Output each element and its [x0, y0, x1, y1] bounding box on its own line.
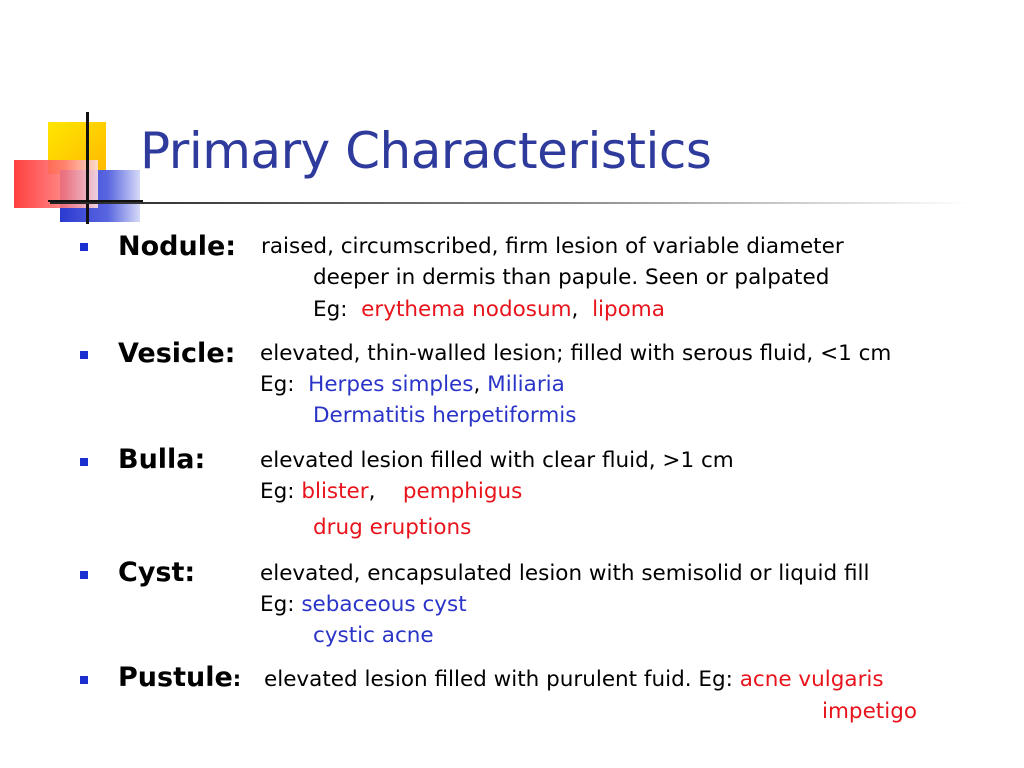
- example-erythema-nodosum: erythema nodosum: [361, 297, 572, 322]
- term-label: Bulla:: [118, 444, 206, 475]
- example-drug-eruptions: drug eruptions: [313, 515, 472, 540]
- example-line: [260, 481, 522, 503]
- bullet-icon: [80, 676, 88, 684]
- example-line: [260, 374, 565, 396]
- example-pemphigus: pemphigus: [402, 479, 523, 504]
- example-line: [313, 299, 665, 321]
- example-line: [260, 594, 467, 616]
- term-label: Vesicle:: [118, 338, 236, 369]
- definition-text: elevated, encapsulated lesion with semisolid or liquid fill: [260, 561, 870, 586]
- example-blister: blister: [301, 479, 369, 504]
- definition-text: elevated lesion filled with clear fluid, >1 cm: [260, 448, 734, 473]
- eg-label: Eg:: [260, 592, 295, 617]
- example-dermatitis-herpetiformis: Dermatitis herpetiformis: [313, 403, 577, 428]
- example-impetigo: impetigo: [822, 699, 917, 724]
- term-label: [118, 664, 241, 691]
- eg-label: Eg:: [313, 297, 348, 322]
- definition-text: raised, circumscribed, firm lesion of variable diameter: [261, 234, 844, 259]
- bullet-icon: [80, 351, 88, 359]
- term-label: Cyst:: [118, 557, 196, 588]
- definition-main: elevated lesion filled with purulent fuid. Eg:: [264, 667, 733, 692]
- eg-label: Eg:: [260, 479, 295, 504]
- definition-text: elevated, thin-walled lesion; filled with serous fluid, <1 cm: [260, 341, 892, 366]
- term-colon: :: [232, 667, 242, 691]
- title-underline: [50, 202, 970, 204]
- term-text: Pustule: [118, 662, 233, 693]
- eg-label: Eg:: [260, 372, 295, 397]
- logo-squares-icon: [0, 0, 150, 230]
- example-lipoma: lipoma: [592, 297, 665, 322]
- separator: ,: [473, 372, 481, 397]
- example-cystic-acne: cystic acne: [313, 623, 434, 648]
- definition-text-continued: deeper in dermis than papule. Seen or palpated: [313, 265, 830, 290]
- example-sebaceous-cyst: sebaceous cyst: [301, 592, 467, 617]
- page-title: Primary Characteristics: [140, 122, 712, 180]
- bullet-icon: [80, 458, 88, 466]
- example-miliaria: Miliaria: [487, 372, 565, 397]
- separator: ,: [368, 479, 376, 504]
- term-label: Nodule:: [118, 231, 237, 262]
- example-herpes-simples: Herpes simples: [308, 372, 474, 397]
- example-acne-vulgaris: acne vulgaris: [739, 667, 884, 692]
- separator: ,: [571, 297, 579, 322]
- bullet-icon: [80, 243, 88, 251]
- definition-text: [264, 669, 884, 691]
- bullet-icon: [80, 571, 88, 579]
